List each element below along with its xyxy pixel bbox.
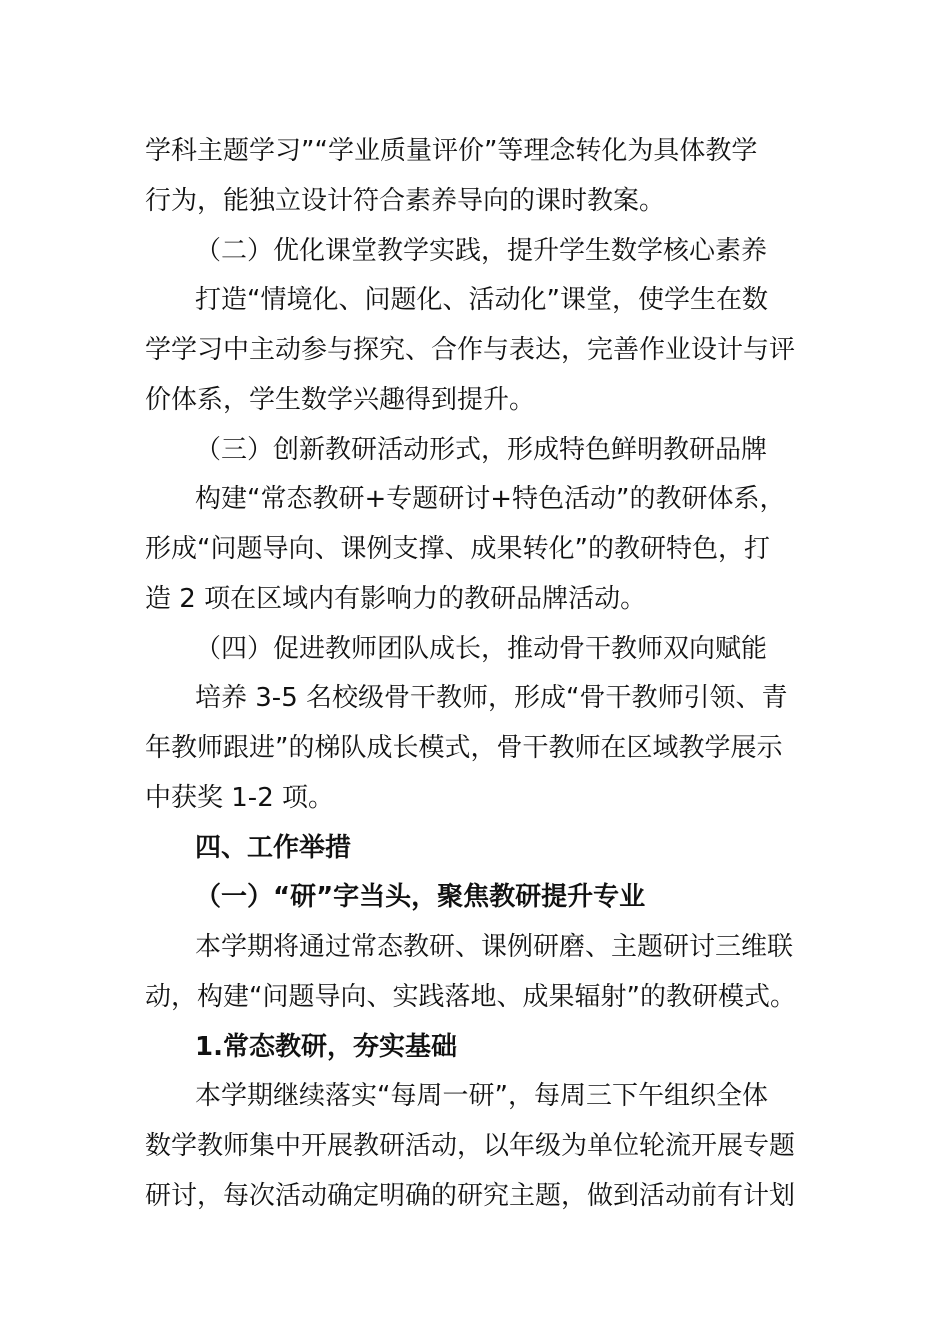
- body-text-line: 价体系，学生数学兴趣得到提升。: [145, 385, 536, 415]
- body-text-line: 打造“情境化、问题化、活动化”课堂，使学生在数: [195, 285, 768, 315]
- body-text-line: 本学期将通过常态教研、课例研磨、主题研讨三维联: [195, 932, 794, 962]
- body-text-line: 造 2 项在区域内有影响力的教研品牌活动。: [145, 584, 647, 614]
- body-text-line: 数学教师集中开展教研活动，以年级为单位轮流开展专题: [145, 1131, 796, 1161]
- section-heading: 四、工作举措: [195, 833, 352, 863]
- body-text-line: 中获奖 1-2 项。: [145, 783, 334, 813]
- subsection-heading: （三）创新教研活动形式，形成特色鲜明教研品牌: [195, 435, 768, 465]
- body-text-line: 形成“问题导向、课例支撑、成果转化”的教研特色，打: [145, 534, 770, 564]
- body-text-line: 年教师跟进”的梯队成长模式，骨干教师在区域教学展示: [145, 733, 783, 763]
- body-text-line: 学科主题学习”“学业质量评价”等理念转化为具体教学: [145, 136, 758, 166]
- body-text-line: 构建“常态教研+专题研讨+特色活动”的教研体系，: [195, 484, 786, 514]
- subsection-heading: （四）促进教师团队成长，推动骨干教师双向赋能: [195, 634, 768, 664]
- subsection-heading: （一）“研”字当头，聚焦教研提升专业: [195, 882, 646, 912]
- body-text-line: 培养 3-5 名校级骨干教师，形成“骨干教师引领、青: [195, 683, 788, 713]
- body-text-line: 动，构建“问题导向、实践落地、成果辐射”的教研模式。: [145, 982, 796, 1012]
- subsection-heading: （二）优化课堂教学实践，提升学生数学核心素养: [195, 236, 768, 266]
- body-text-line: 本学期继续落实“每周一研”，每周三下午组织全体: [195, 1081, 768, 1111]
- body-text-line: 行为，能独立设计符合素养导向的课时教案。: [145, 186, 666, 216]
- subsection-heading: 1.常态教研，夯实基础: [195, 1032, 457, 1062]
- body-text-line: 研讨，每次活动确定明确的研究主题，做到活动前有计划: [145, 1181, 796, 1211]
- body-text-line: 学学习中主动参与探究、合作与表达，完善作业设计与评: [145, 335, 796, 365]
